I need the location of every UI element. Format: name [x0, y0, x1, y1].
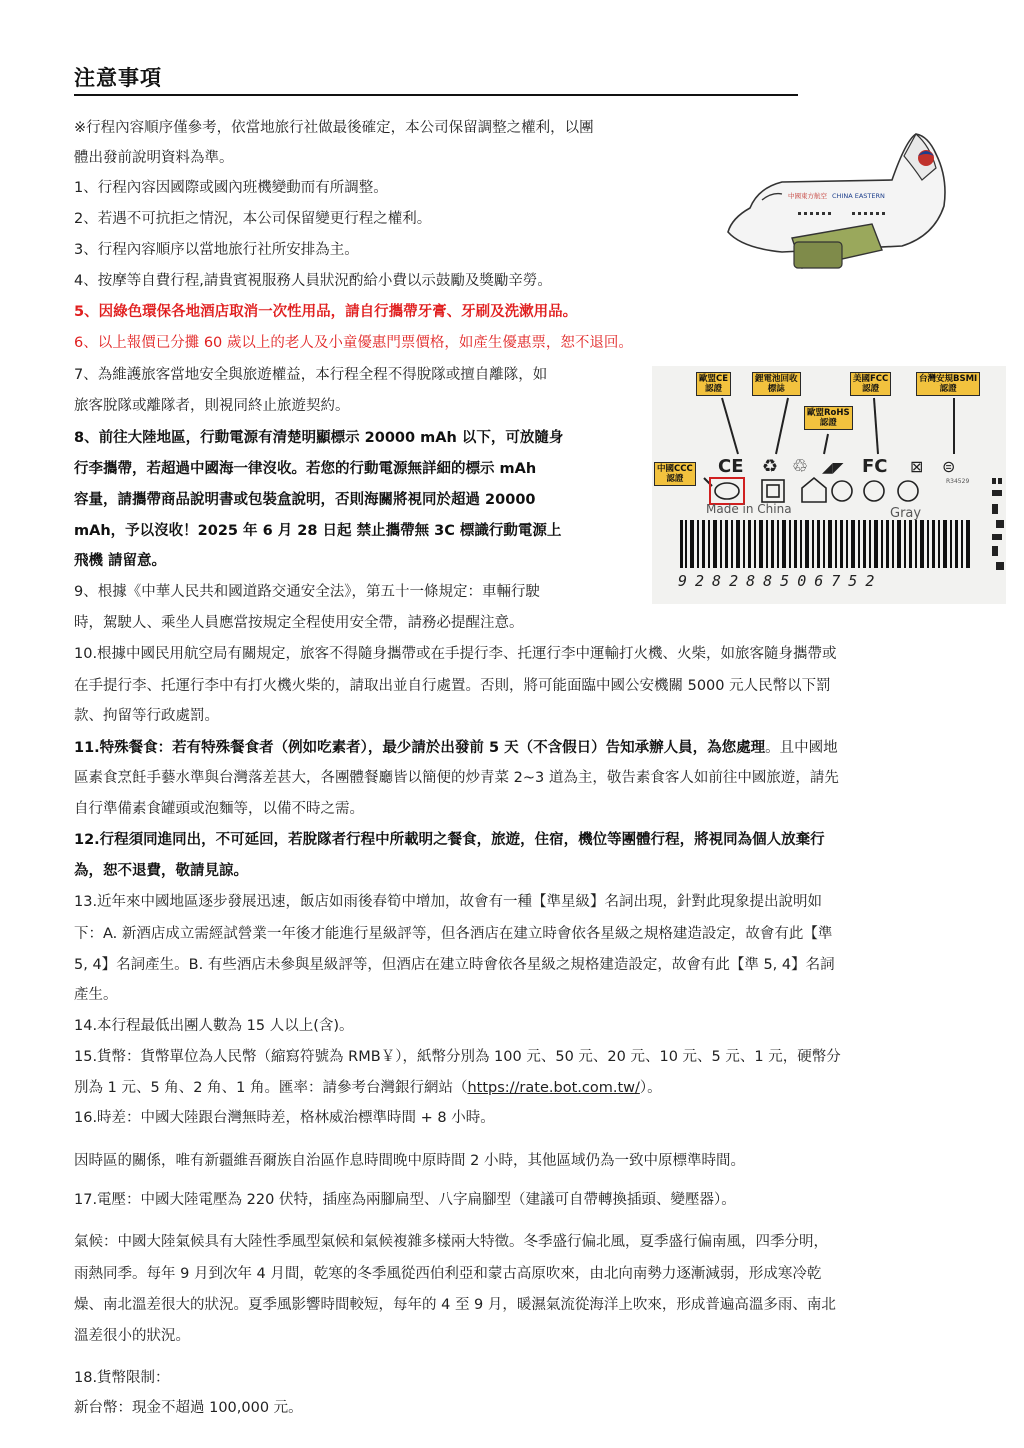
- item-8d: mAh，予以沒收！: [74, 523, 198, 539]
- tag-ccc: 中國CCC 認證: [654, 462, 696, 486]
- barcode-number: 928288506752: [678, 572, 883, 590]
- item-13b: 下：A. 新酒店成立需經試營業一年後才能進行星級評等，但各酒店在建立時會依各星級之規格建造設定，故會有此【準: [74, 926, 833, 942]
- tag-fcc: 美國FCC 認證: [850, 372, 891, 396]
- item-15a: 15.貨幣：貨幣單位為人民幣（縮寫符號為 RMB￥），紙幣分別為 100 元、50 元、20 元、10 元、5 元、1 元，硬幣分: [74, 1049, 841, 1065]
- ntd-limit: 新台幣：現金不超過 100,000 元。: [74, 1400, 303, 1416]
- item-8a: 8、前往大陸地區，行動電源有清楚明顯標示 20000 mAh 以下，可放隨身: [74, 430, 564, 446]
- tag-ce: 歐盟CE 認證: [696, 372, 731, 396]
- item-14: 14.本行程最低出團人數為 15 人以上(含)。: [74, 1018, 354, 1034]
- item-5: 5、因綠色環保各地酒店取消一次性用品，請自行攜帶牙膏、牙刷及洗漱用品。: [74, 304, 578, 320]
- item-8e-warning: 飛機 請留意。: [74, 553, 167, 569]
- climate-d: 溫差很小的狀況。: [74, 1328, 190, 1344]
- svg-text:CE: CE: [718, 456, 744, 477]
- certification-label-image: [652, 366, 1006, 604]
- svg-text:♻: ♻: [762, 456, 779, 477]
- item-12a: 12.行程須同進同出，不可延回，若脫隊者行程中所載明之餐食，旅遊，住宿，機位等團體行程，將視同為個人放棄行: [74, 832, 825, 848]
- page-title: 注意事項: [74, 62, 798, 96]
- item-13c: 5, 4】名詞產生。B. 有些酒店未參與星級評等，但酒店在建立時會依各星級之規格建造設定，故會有此【準 5, 4】名詞: [74, 957, 835, 973]
- item-9b: 時，駕駛人、乘坐人員應當按規定全程使用安全帶，請務必提醒注意。: [74, 615, 524, 631]
- item-9a: 9、根據《中華人民共和國道路交通安全法》，第五十一條規定：車輛行駛: [74, 584, 540, 600]
- item-1: 1、行程內容因國際或國內班機變動而有所調整。: [74, 180, 388, 196]
- cert-code-text: R34529: [946, 478, 970, 485]
- intro-line-2: 體出發前說明資料為準。: [74, 150, 234, 166]
- airline-en-text: CHINA EASTERN: [832, 192, 885, 200]
- item-7b: 旅客脫隊或離隊者，則視同終止旅遊契約。: [74, 398, 350, 414]
- svg-text:♲: ♲: [792, 456, 809, 477]
- item-12b: 為，恕不退費，敬請見諒。: [74, 863, 248, 879]
- tag-bsmi: 台灣安規BSMI 認證: [916, 372, 980, 396]
- item-16: 16.時差：中國大陸跟台灣無時差，格林威治標準時間 + 8 小時。: [74, 1110, 495, 1126]
- cert-marks-drawing: [652, 366, 1006, 604]
- item-10a: 10.根據中國民用航空局有關規定，旅客不得隨身攜帶或在手提行李、托運行李中運輸打火機、火柴，如旅客隨身攜帶或: [74, 646, 837, 662]
- color-gray-text: Gray: [890, 506, 922, 521]
- timezone-note: 因時區的關係，唯有新疆維吾爾族自治區作息時間晚中原時間 2 小時，其他區域仍為一致中原標準時間。: [74, 1153, 745, 1169]
- bot-rate-link[interactable]: https://rate.bot.com.tw/: [467, 1080, 640, 1096]
- svg-text:⊠: ⊠: [910, 457, 924, 476]
- airline-cn-text: 中國東方航空: [788, 192, 827, 200]
- item-4: 4、按摩等自費行程,請貴賓視服務人員狀況酌給小費以示鼓勵及獎勵辛勞。: [74, 273, 552, 289]
- made-in-text: Made in China: [706, 502, 792, 516]
- item-3: 3、行程內容順序以當地旅行社所安排為主。: [74, 242, 359, 258]
- item-2: 2、若遇不可抗拒之情況，本公司保留變更行程之權利。: [74, 211, 432, 227]
- item-11b: 區素食烹飪手藝水準與台灣落差甚大，各團體餐廳皆以簡便的炒青菜 2~3 道為主，敬告素食客人如前往中國旅遊，請先: [74, 770, 839, 786]
- climate-a: 氣候：中國大陸氣候具有大陸性季風型氣候和氣候複雜多樣兩大特徵。冬季盛行偏北風，夏季盛行偏南風，四季分明，: [74, 1234, 828, 1250]
- item-8d-warning: 2025 年 6 月 28 日起 禁止攜帶無 3C 標識行動電源上: [197, 523, 562, 539]
- item-6: 6、以上報價已分攤 60 歲以上的老人及小童優惠門票價格，如產生優惠票，恕不退回。: [74, 335, 633, 351]
- item-7a: 7、為維護旅客當地安全與旅遊權益，本行程全程不得脫隊或擅自離隊，如: [74, 367, 548, 383]
- item-11c: 自行準備素食罐頭或泡麵等，以備不時之需。: [74, 801, 364, 817]
- item-10c: 款、拘留等行政處罰。: [74, 708, 219, 724]
- svg-text:◢◤: ◢◤: [822, 460, 844, 476]
- item-13a: 13.近年來中國地區逐步發展迅速，飯店如雨後春筍中增加，故會有一種【準星級】名詞出現，針對此現象提出說明如: [74, 894, 823, 910]
- item-18: 18.貨幣限制：: [74, 1370, 170, 1386]
- airplane-image: [722, 128, 954, 280]
- tag-rohs: 歐盟RoHS 認證: [804, 406, 853, 430]
- item-15b-pre: 別為 1 元、5 角、2 角、1 角。匯率：請參考台灣銀行網站（: [74, 1080, 468, 1096]
- item-8b: 行李攜帶，若超過中國海一律沒收。若您的行動電源無詳細的標示 mAh: [74, 461, 537, 477]
- item-11a-bold: 11.特殊餐食：若有特殊餐食者（例如吃素者），最少請於出發前 5 天（不含假日）告知承辦人員，為您處理: [74, 740, 766, 756]
- tag-battery: 鋰電池回收 標誌: [752, 372, 801, 396]
- item-17: 17.電壓：中國大陸電壓為 220 伏特，插座為兩腳扁型、八字扁腳型（建議可自帶轉換插頭、變壓器）。: [74, 1192, 736, 1208]
- item-11a-rest: 。且中國地: [765, 740, 838, 756]
- climate-b: 雨熱同季。每年 9 月到次年 4 月間，乾寒的冬季風從西伯利亞和蒙古高原吹來，由北向南勢力逐漸減弱，形成寒冷乾: [74, 1266, 822, 1282]
- item-15b-post: ）。: [639, 1080, 662, 1096]
- item-13d: 產生。: [74, 987, 118, 1003]
- svg-text:FC: FC: [862, 456, 888, 477]
- barcode: [680, 520, 970, 568]
- item-10b: 在手提行李、托運行李中有打火機火柴的，請取出並自行處置。否則，將可能面臨中國公安機關 5000 元人民幣以下罰: [74, 678, 831, 694]
- item-8c: 容量，請攜帶商品說明書或包裝盒說明，否則海關將視同於超過 20000: [74, 492, 536, 508]
- svg-text:⊜: ⊜: [942, 457, 956, 476]
- intro-line-1: ※行程內容順序僅參考，依當地旅行社做最後確定，本公司保留調整之權利，以團: [74, 120, 594, 136]
- climate-c: 燥、南北溫差很大的狀況。夏季風影響時間較短，每年的 4 至 9 月，暖濕氣流從海洋上吹來，形成普遍高溫多雨、南北: [74, 1297, 836, 1313]
